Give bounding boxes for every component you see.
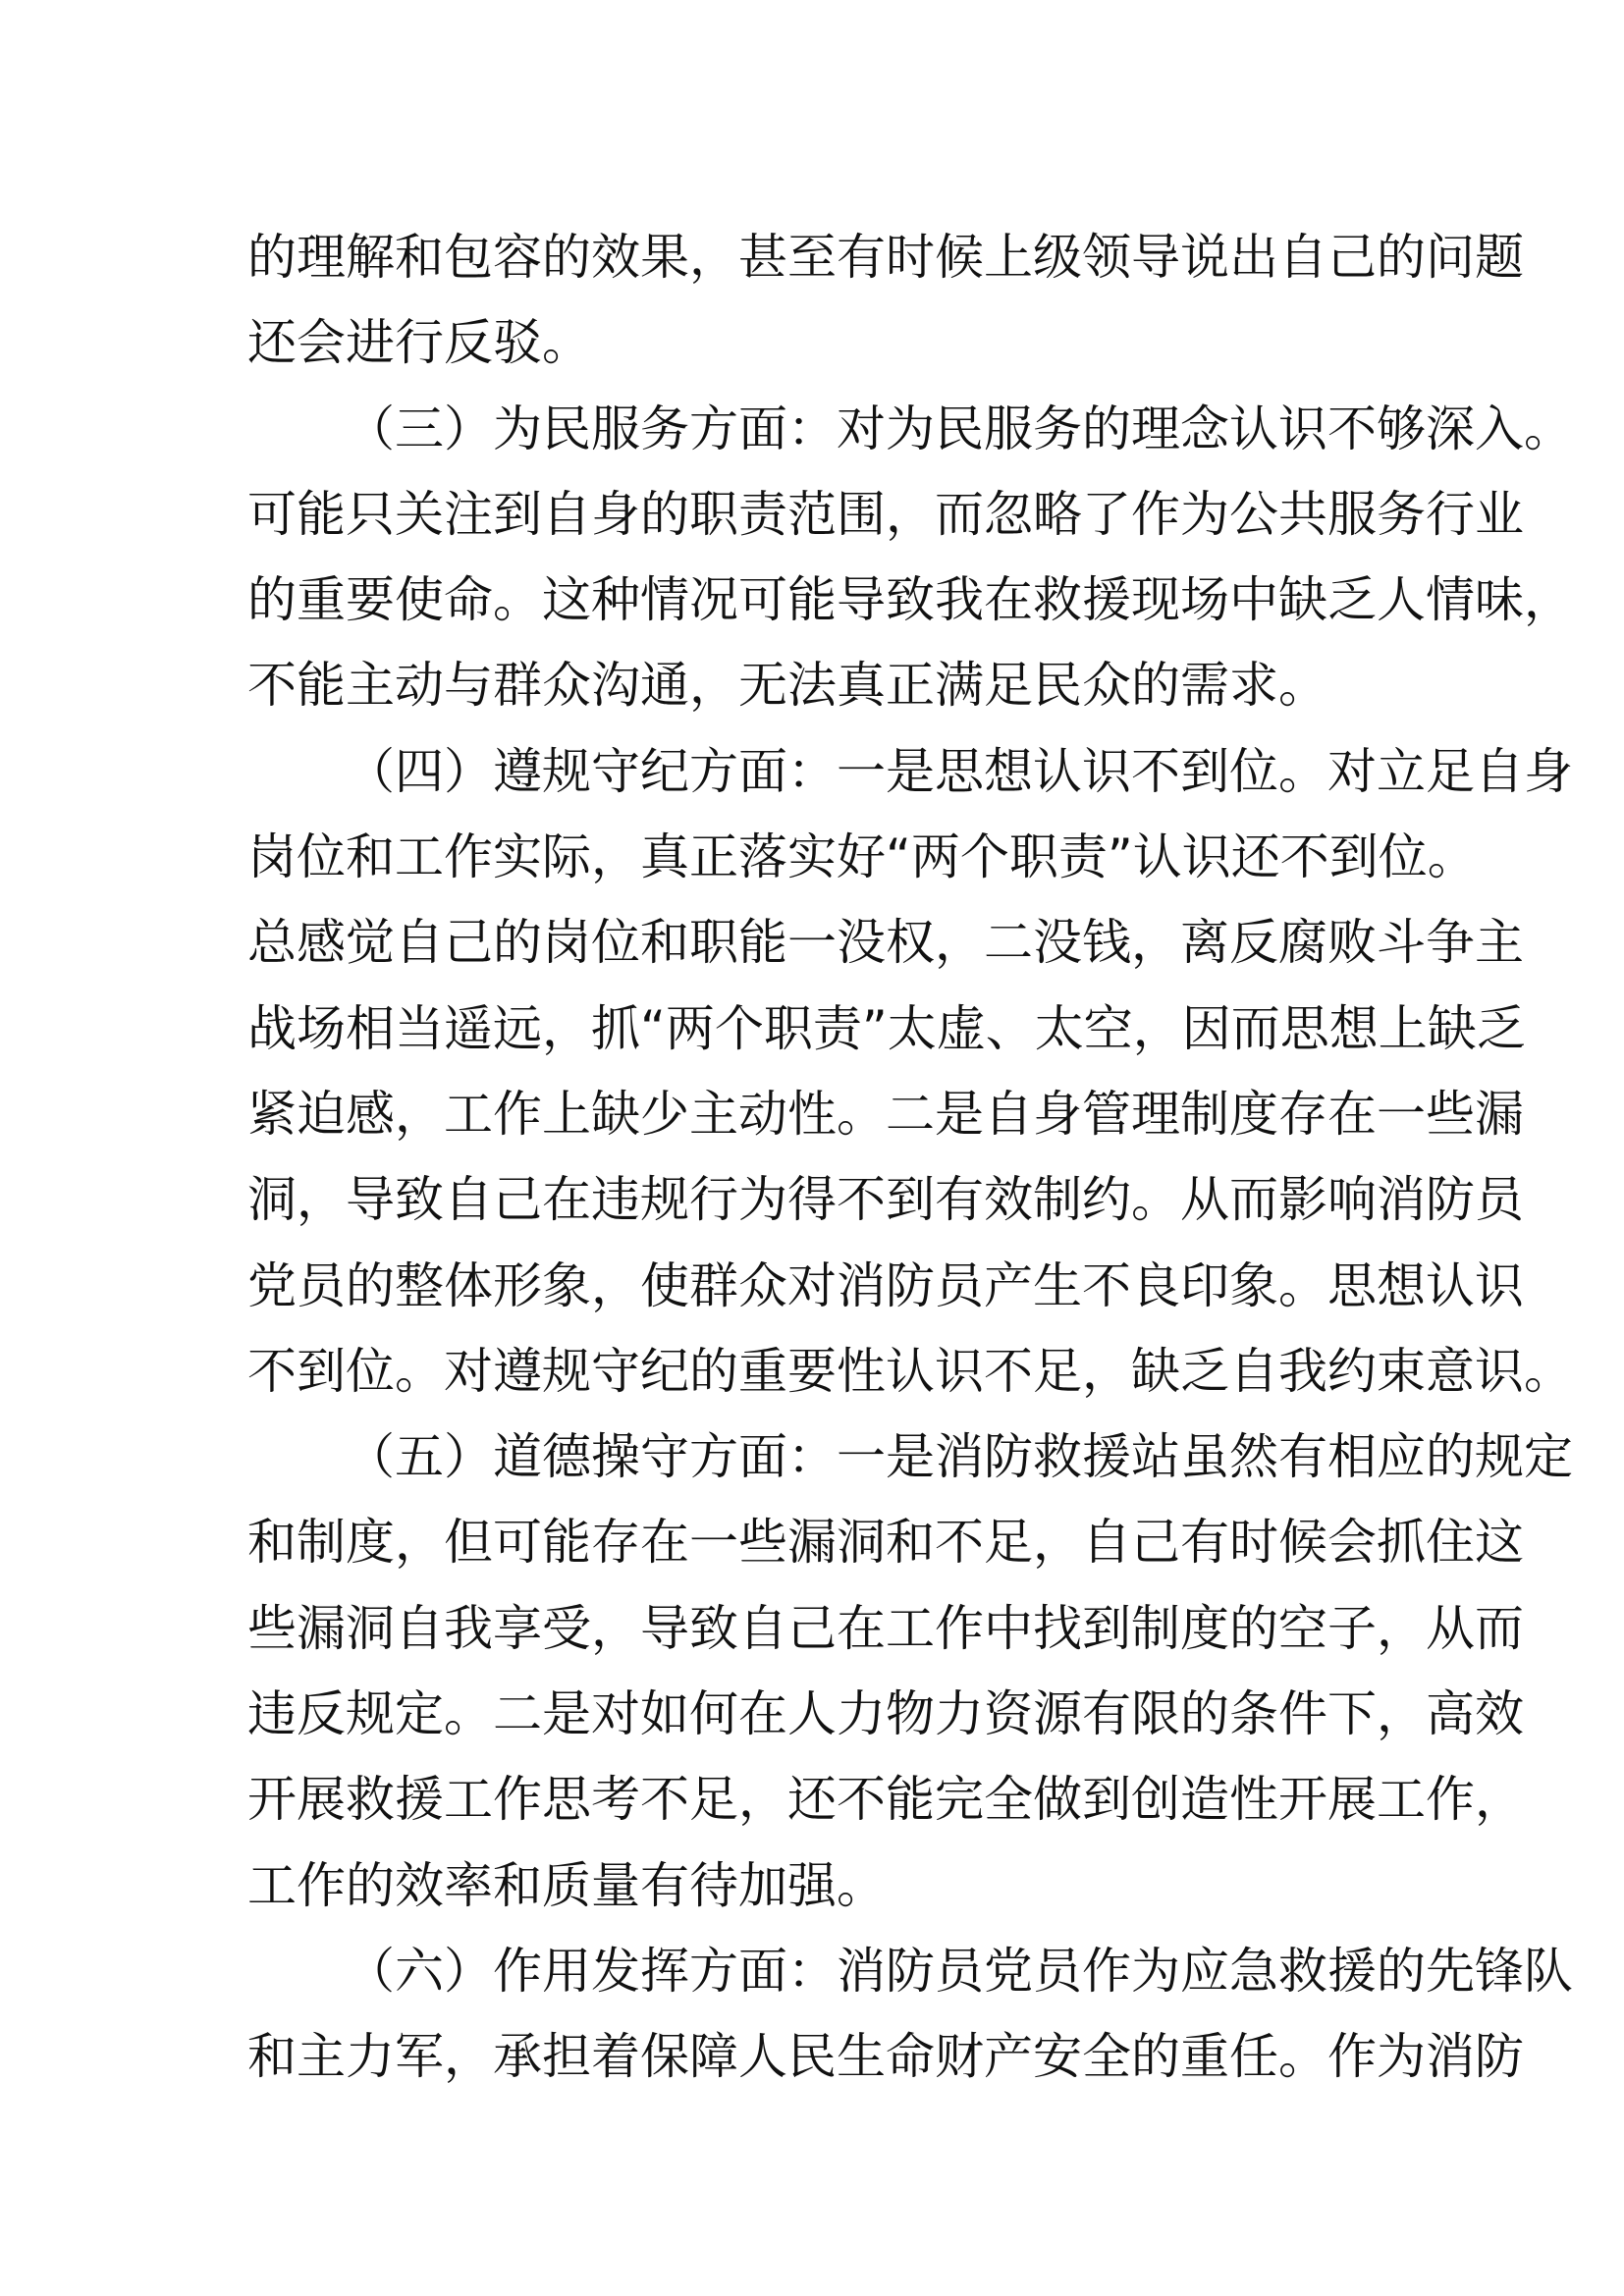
document-body	[247, 228, 1573, 2113]
text-line: 违反规定。二是对如何在人力物力资源有限的条件下，高效	[247, 1685, 1524, 1743]
text-line: 工作的效率和质量有待加强。	[247, 1856, 886, 1914]
text-line: 还会进行反驳。	[247, 314, 591, 372]
text-line: 些漏洞自我享受，导致自己在工作中找到制度的空子，从而	[247, 1599, 1524, 1657]
text-line: （六）作用发挥方面：消防员党员作为应急救援的先锋队	[346, 1942, 1573, 2000]
text-line: 不能主动与群众沟通，无法真正满足民众的需求。	[247, 657, 1327, 715]
text-line: 开展救援工作思考不足，还不能完全做到创造性开展工作，	[247, 1771, 1524, 1829]
text-line: 可能只关注到自身的职责范围，而忽略了作为公共服务行业	[247, 485, 1524, 543]
text-line: 战场相当遥远，抓“两个职责”太虚、太空，因而思想上缺乏	[247, 999, 1526, 1057]
text-line: 紧迫感，工作上缺少主动性。二是自身管理制度存在一些漏	[247, 1085, 1524, 1143]
text-line: （三）为民服务方面：对为民服务的理念认识不够深入。	[346, 400, 1573, 457]
text-line: 和主力军，承担着保障人民生命财产安全的重任。作为消防	[247, 2028, 1524, 2086]
text-line: 和制度，但可能存在一些漏洞和不足，自己有时候会抓住这	[247, 1514, 1524, 1572]
text-line: 岗位和工作实际，真正落实好“两个职责”认识还不到位。	[247, 828, 1477, 886]
text-line: （四）遵规守纪方面：一是思想认识不到位。对立足自身	[346, 742, 1573, 800]
text-line: 总感觉自己的岗位和职能一没权，二没钱，离反腐败斗争主	[247, 914, 1524, 972]
text-line: 洞，导致自己在违规行为得不到有效制约。从而影响消防员	[247, 1171, 1524, 1229]
paragraph	[247, 1427, 1573, 1942]
text-line: 不到位。对遵规守纪的重要性认识不足，缺乏自我约束意识。	[247, 1342, 1573, 1400]
paragraph	[247, 742, 1573, 1427]
text-line: 的理解和包容的效果，甚至有时候上级领导说出自己的问题	[247, 229, 1524, 286]
paragraph	[247, 1942, 1573, 2113]
paragraph	[247, 400, 1573, 742]
text-line: （五）道德操守方面：一是消防救援站虽然有相应的规定	[346, 1428, 1573, 1486]
text-line: 的重要使命。这种情况可能导致我在救援现场中缺乏人情味，	[247, 571, 1573, 629]
text-line: 党员的整体形象，使群众对消防员产生不良印象。思想认识	[247, 1256, 1524, 1314]
paragraph	[247, 228, 1524, 400]
